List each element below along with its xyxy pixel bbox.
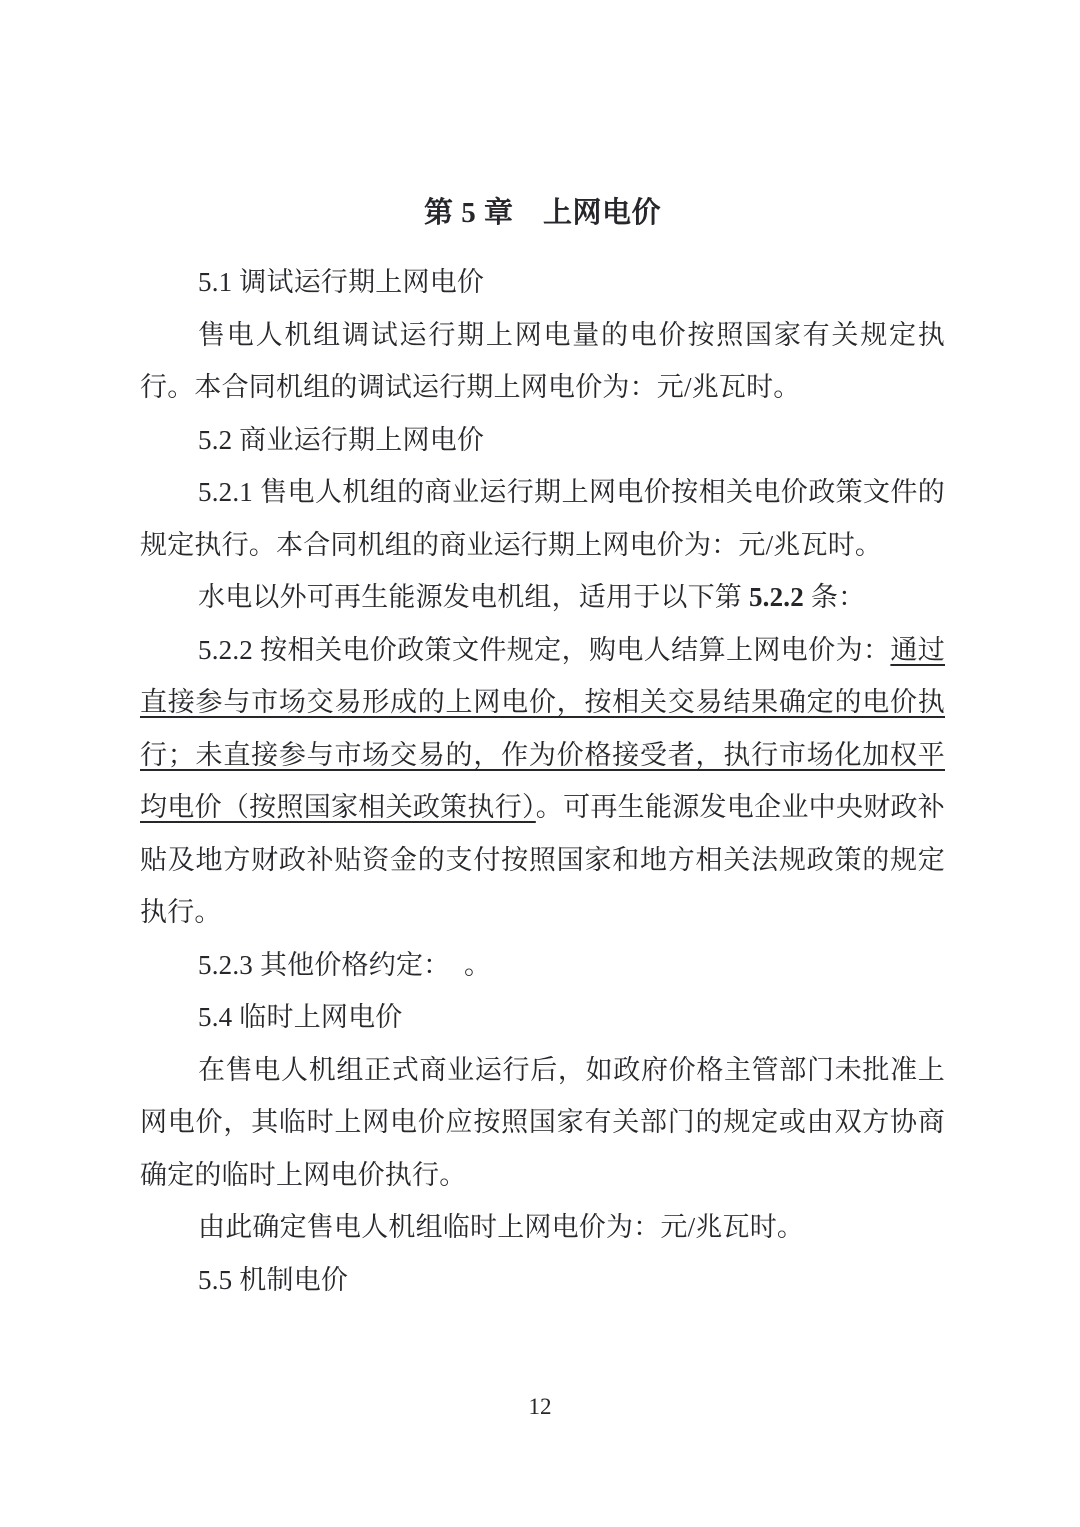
clause-tail-text: 。可再生能源发电企业中央财政补贴及地方财政补贴资金的支付按照国家和地方相关法规政策的规定执行。 [140, 792, 946, 927]
reference-prefix: 水电以外可再生能源发电机组，适用于以下第 [198, 582, 749, 612]
page-number: 12 [528, 1394, 552, 1419]
section-body-5-4: 在售电人机组正式商业运行后，如政府价格主管部门未批准上网电价，其临时上网电价应按照国家有关部门的规定或由双方协商确定的临时上网电价执行。 [140, 1054, 945, 1190]
reference-clause-number: 5.2.2 [748, 582, 804, 612]
reference-suffix: 条： [803, 582, 866, 612]
clause-underlined-text: 通过直接参与市场交易形成的上网电价，按相关交易结果确定的电价执行；未直接参与市场交易的，作为价格接受者，执行市场化加权平均电价（按照国家相关政策执行） [140, 634, 945, 822]
chapter-title-bold-suffix: 电价 [602, 197, 662, 229]
clause-lead-text: 5.2.2 按相关电价政策文件规定，购电人结算上网电价为： [198, 634, 891, 665]
section-heading-5-5: 5.5 机制电价 [198, 1264, 349, 1295]
section-body-5-2-2 [140, 624, 945, 939]
section-reference-5-2-2 [140, 571, 945, 624]
section-body-5-2-1: 5.2.1 售电人机组的商业运行期上网电价按相关电价政策文件的规定执行。本合同机组的商业运行期上网电价为：元/兆瓦时。 [140, 477, 945, 560]
section-heading-5-1: 5.1 调试运行期上网电价 [198, 267, 485, 297]
section-heading-5-2: 5.2 商业运行期上网电价 [198, 424, 485, 455]
section-body-5-1: 售电人机组调试运行期上网电量的电价按照国家有关规定执行。本合同机组的调试运行期上网电价为：元/兆瓦时。 [140, 319, 945, 402]
section-heading-5-4: 5.4 临时上网电价 [198, 1002, 403, 1032]
chapter-title-prefix: 第 5 章 上网 [423, 197, 602, 229]
section-body-5-2-3: 5.2.3 其他价格约定： 。 [198, 949, 492, 980]
page-content [140, 190, 945, 1306]
section-body-5-4-result: 由此确定售电人机组临时上网电价为：元/兆瓦时。 [198, 1212, 805, 1242]
chapter-title [140, 190, 945, 236]
